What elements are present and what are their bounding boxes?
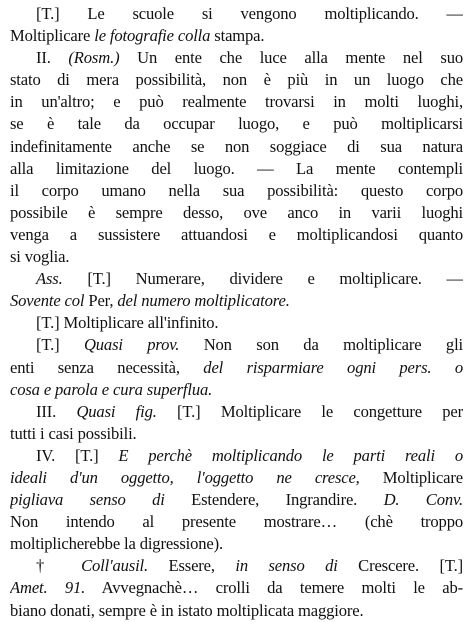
text-run: [T.] Moltiplicare le congetture per: [156, 401, 463, 421]
text-run: se è tale da occupar luogo, e può moltiplicarsi: [10, 114, 463, 134]
italic-text-run: (Rosm.): [68, 48, 120, 68]
text-run: venga a sussistere attuandosi e moltiplicandosi quanto: [10, 224, 463, 244]
italic-text-run: E perchè moltiplicando le parti reali o: [118, 445, 463, 465]
text-run: Moltiplicare: [10, 26, 95, 46]
text-line: [10, 533, 463, 555]
text-run: alla limitazione del luogo. — La mente contempli: [10, 158, 463, 178]
text-run: [T.]: [36, 335, 84, 355]
text-line: [10, 3, 463, 25]
text-line: [10, 600, 463, 622]
text-line: [10, 489, 463, 511]
text-run: Non intendo al presente mostrare… (chè troppo: [10, 512, 463, 532]
italic-text-run: Amet. 91.: [10, 578, 86, 598]
text-run: moltiplicherebbe la digressione).: [10, 534, 224, 554]
text-line: [10, 113, 463, 135]
text-line: [10, 91, 463, 113]
text-run: Avvegnachè… crolli da temere molti le ab-: [85, 578, 463, 598]
italic-text-run: Sovente col: [10, 291, 85, 311]
text-line: [10, 69, 463, 91]
italic-text-run: le fotografie colla: [94, 26, 211, 46]
text-line: [10, 202, 463, 224]
text-run: †: [36, 556, 82, 576]
text-run: [T.] Moltiplicare all'infinito.: [36, 313, 219, 333]
text-run: III.: [36, 401, 77, 421]
text-line: [10, 379, 463, 401]
italic-text-run: del numero moltiplicatore.: [117, 291, 290, 311]
italic-text-run: Coll'ausil.: [81, 556, 149, 576]
italic-text-run: cosa e parola e cura superflua.: [10, 379, 213, 399]
text-run: il corpo umano nella sua possibilità: questo corpo: [10, 180, 463, 200]
text-line: [10, 467, 463, 489]
text-run: Estendere, Ingrandire.: [164, 490, 384, 510]
text-run: Moltiplicare: [359, 467, 463, 487]
text-line: [10, 357, 463, 379]
text-run: indefinitamente anche se non soggiace di sua natura: [10, 136, 463, 156]
dictionary-entry-text: [10, 3, 463, 622]
text-line: [10, 246, 463, 268]
text-run: [T.] Le scuole si vengono moltiplicando. —: [36, 4, 463, 23]
text-line: [10, 445, 463, 467]
text-run: in un'altro; e può realmente trovarsi in molti luoghi,: [10, 92, 463, 112]
text-line: [10, 158, 463, 180]
text-line: [10, 312, 463, 334]
text-run: enti senza necessità,: [10, 357, 204, 377]
text-line: [10, 555, 463, 577]
text-run: IV. [T.]: [36, 445, 119, 465]
text-run: Essere,: [148, 556, 236, 576]
text-line: [10, 577, 463, 599]
text-line: [10, 25, 463, 47]
italic-text-run: Quasi fig.: [76, 401, 157, 421]
italic-text-run: Ass.: [36, 269, 63, 289]
text-run: stato di mera possibilità, non è più in un luogo che: [10, 70, 463, 90]
text-run: stampa.: [210, 26, 265, 46]
text-line: [10, 180, 463, 202]
text-run: II.: [36, 48, 69, 68]
text-run: Crescere. [T.]: [337, 556, 463, 576]
text-run: Non son da moltiplicare gli: [179, 335, 463, 355]
text-line: [10, 268, 463, 290]
text-run: si voglia.: [10, 247, 70, 267]
text-line: [10, 224, 463, 246]
italic-text-run: pigliava senso di: [10, 490, 165, 510]
text-line: [10, 511, 463, 533]
text-run: possibile è sempre desso, ove anco in varii luoghi: [10, 202, 463, 222]
text-line: [10, 334, 463, 356]
italic-text-run: D. Conv.: [383, 490, 463, 510]
italic-text-run: in senso di: [235, 556, 338, 576]
text-run: Un ente che luce alla mente nel suo: [119, 48, 463, 68]
italic-text-run: Quasi prov.: [83, 335, 180, 355]
italic-text-run: ideali d'un oggetto, l'oggetto ne cresce,: [10, 467, 360, 487]
text-line: [10, 401, 463, 423]
text-line: [10, 290, 463, 312]
italic-text-run: del risparmiare ogni pers. o: [203, 357, 463, 377]
text-run: Per,: [84, 291, 118, 311]
text-run: [T.] Numerare, dividere e moltiplicare. —: [62, 269, 463, 289]
text-run: tutti i casi possibili.: [10, 423, 137, 443]
text-line: [10, 47, 463, 69]
text-line: [10, 136, 463, 158]
text-run: biano donati, sempre è in istato moltiplicata maggiore.: [10, 600, 364, 620]
text-line: [10, 423, 463, 445]
